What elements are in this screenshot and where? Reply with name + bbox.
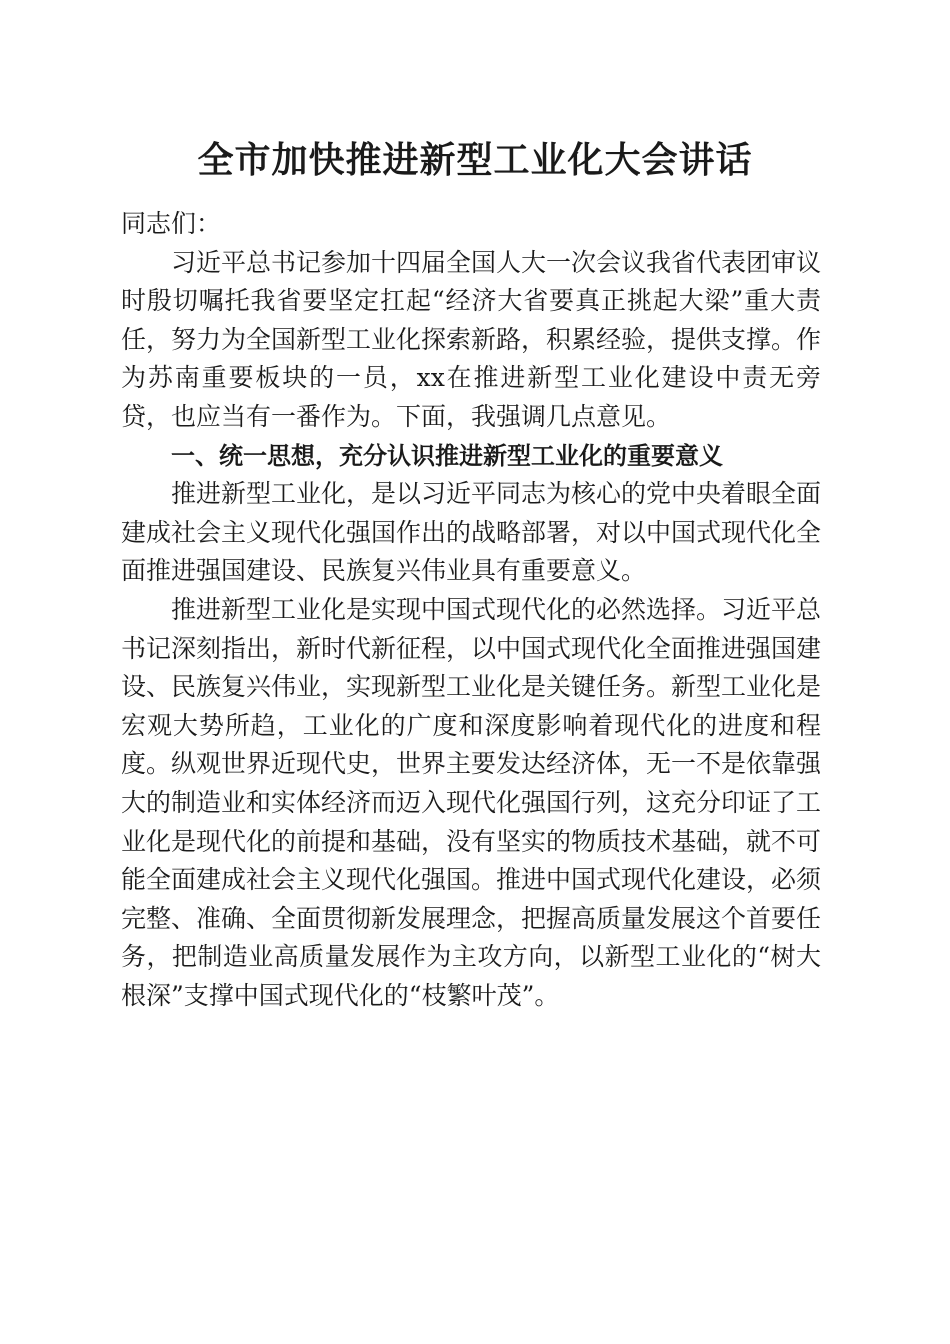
paragraph-section-2: 推进新型工业化是实现中国式现代化的必然选择。习近平总书记深刻指出，新时代新征程，以中国式现代化全面推进强国建设、民族复兴伟业，实现新型工业化是关键任务。新型工业化是宏观大势所趋，工业化的广度和深度影响着现代化的进度和程度。纵观世界近现代史，世界主要发达经济体，无一不是依靠强大的制造业和实体经济而迈入现代化强国行列，这充分印证了工业化是现代化的前提和基础，没有坚实的物质技术基础，就不可能全面建成社会主义现代化强国。推进中国式现代化建设，必须完整、准确、全面贯彻新发展理念，把握高质量发展这个首要任务，把制造业高质量发展作为主攻方向，以新型工业化的“树大根深”支撑中国式现代化的“枝繁叶茂”。: [121, 594, 822, 1010]
document-title: 全市加快推进新型工业化大会讲话: [197, 139, 753, 181]
paragraph-intro: 习近平总书记参加十四届全国人大一次会议我省代表团审议时殷切嘱托我省要坚定扛起“经济大省要真正挑起大梁”重大责任，努力为全国新型工业化探索新路，积累经验，提供支撑。作为苏南重要板块的一员，xx在推进新型工业化建设中责无旁贷，也应当有一番作为。下面，我强调几点意见。: [121, 247, 822, 431]
document-body: [121, 205, 821, 1015]
section-heading: 一、统一思想，充分认识推进新型工业化的重要意义: [171, 441, 723, 470]
salutation: 同志们：: [121, 209, 222, 238]
paragraph-section-1: 推进新型工业化，是以习近平同志为核心的党中央着眼全面建成社会主义现代化强国作出的战略部署，对以中国式现代化全面推进强国建设、民族复兴伟业具有重要意义。: [121, 479, 822, 586]
